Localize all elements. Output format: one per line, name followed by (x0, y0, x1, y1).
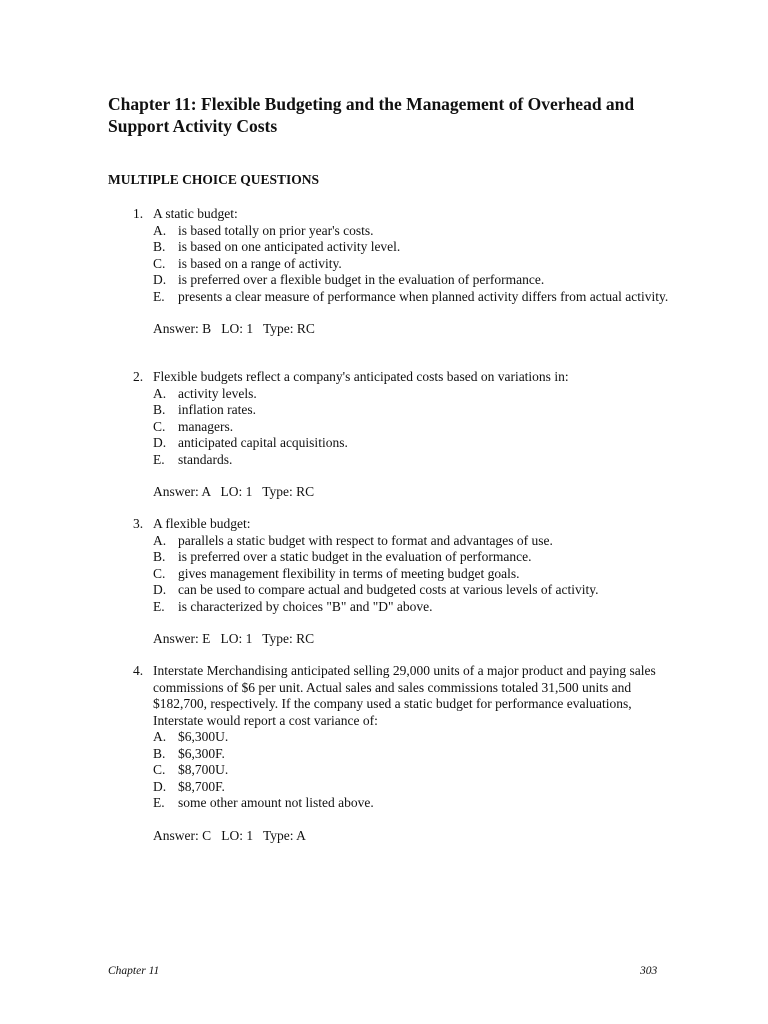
option-b (153, 549, 673, 566)
option-letter: B. (153, 549, 166, 564)
question-4 (133, 663, 673, 844)
chapter-title: Chapter 11: Flexible Budgeting and the Management of Overhead and Support Activity Costs (108, 94, 635, 136)
option-c (153, 256, 673, 273)
option-letter: E. (153, 795, 165, 810)
option-list (153, 223, 673, 306)
option-list (153, 386, 673, 469)
section-heading: MULTIPLE CHOICE QUESTIONS (108, 172, 320, 187)
option-text: $8,700U. (178, 762, 229, 777)
option-letter: A. (153, 222, 167, 238)
question-stem: Flexible budgets reflect a company's anticipated costs based on variations in: (153, 369, 569, 384)
option-a (153, 223, 673, 240)
option-e (153, 599, 673, 616)
question-number: 3. (133, 516, 144, 531)
question-2 (133, 369, 673, 501)
option-c (153, 762, 673, 779)
question-number: 4. (133, 663, 144, 678)
option-e (153, 452, 673, 469)
option-list (153, 729, 673, 812)
option-text: parallels a static budget with respect to format and advantages of use. (178, 532, 553, 548)
answer-line: Answer: C LO: 1 Type: A (153, 827, 306, 843)
option-b (153, 402, 673, 419)
option-text: is based on one anticipated activity level. (178, 239, 401, 254)
answer-line: Answer: E LO: 1 Type: RC (153, 631, 315, 646)
question-3 (133, 516, 673, 648)
option-text: is based totally on prior year's costs. (178, 222, 374, 238)
option-letter: C. (153, 762, 166, 777)
option-d (153, 582, 673, 599)
option-b (153, 239, 673, 256)
option-letter: C. (153, 255, 166, 271)
option-letter: D. (153, 582, 167, 597)
option-text: is characterized by choices "B" and "D" above. (178, 598, 433, 614)
option-text: standards. (178, 451, 233, 467)
option-letter: B. (153, 745, 166, 761)
option-text: is preferred over a flexible budget in the evaluation of performance. (178, 272, 545, 287)
answer-line: Answer: A LO: 1 Type: RC (153, 484, 315, 499)
footer-chapter-label: Chapter 11 (108, 965, 160, 977)
question-number: 1. (133, 206, 144, 221)
option-letter: E. (153, 598, 165, 614)
question-1 (133, 206, 673, 338)
option-letter: A. (153, 385, 167, 401)
option-d (153, 779, 673, 796)
option-letter: C. (153, 565, 166, 581)
footer-page-number: 303 (640, 965, 658, 977)
question-stem: A flexible budget: (153, 516, 251, 531)
question-number: 2. (133, 369, 144, 384)
option-letter: E. (153, 451, 165, 467)
option-text: gives management flexibility in terms of meeting budget goals. (178, 565, 520, 581)
option-text: can be used to compare actual and budgeted costs at various levels of activity. (178, 582, 599, 597)
question-stem: Interstate Merchandising anticipated selling 29,000 units of a major product and paying sales commissions of $6 per unit. Actual sales and sales commissions totaled 31,500 units and $182,700, respectively. If the company used a static budget for performance evaluations, Interstate would report a cost variance of: (153, 663, 656, 728)
option-c (153, 419, 673, 436)
option-text: some other amount not listed above. (178, 795, 374, 810)
option-letter: E. (153, 288, 165, 304)
option-text: $8,700F. (178, 778, 225, 794)
option-text: inflation rates. (178, 402, 256, 417)
option-text: $6,300F. (178, 745, 225, 761)
option-b (153, 746, 673, 763)
option-letter: D. (153, 435, 167, 450)
option-letter: B. (153, 402, 166, 417)
option-letter: C. (153, 418, 166, 434)
option-e (153, 289, 673, 306)
option-a (153, 533, 673, 550)
option-letter: D. (153, 778, 167, 794)
option-text: anticipated capital acquisitions. (178, 435, 348, 450)
option-a (153, 729, 673, 746)
option-letter: D. (153, 272, 167, 287)
option-d (153, 272, 673, 289)
option-text: activity levels. (178, 385, 257, 401)
option-d (153, 435, 673, 452)
option-letter: A. (153, 729, 167, 744)
answer-line: Answer: B LO: 1 Type: RC (153, 321, 315, 336)
option-letter: A. (153, 532, 167, 548)
option-a (153, 386, 673, 403)
option-list (153, 533, 673, 616)
option-letter: B. (153, 239, 166, 254)
option-e (153, 795, 673, 812)
option-text: is based on a range of activity. (178, 255, 342, 271)
option-text: is preferred over a static budget in the evaluation of performance. (178, 549, 532, 564)
option-text: presents a clear measure of performance when planned activity differs from actual activity. (178, 288, 669, 304)
option-text: $6,300U. (178, 729, 229, 744)
question-stem: A static budget: (153, 206, 238, 221)
option-text: managers. (178, 418, 234, 434)
option-c (153, 566, 673, 583)
